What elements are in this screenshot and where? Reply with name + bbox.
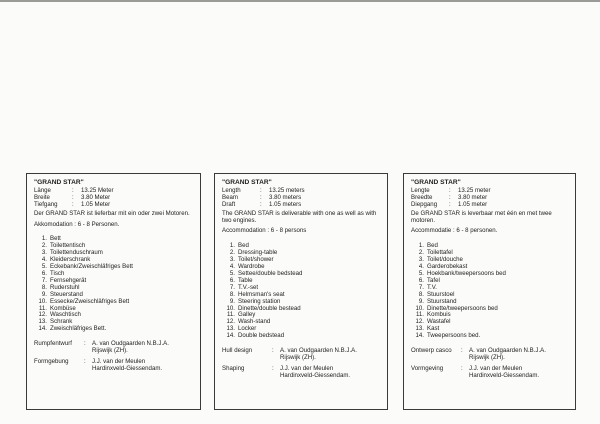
spec-colon: : <box>260 186 262 194</box>
credit-row <box>222 366 381 380</box>
credit-line: Hardinxveld-Giessendam. <box>92 364 163 372</box>
legend-item-text: Kast <box>427 325 440 333</box>
panel-title: "GRAND STAR" <box>411 179 461 186</box>
legend-item-text: Settee/double bedstead <box>238 269 303 277</box>
credit-line: A. van Oudgaarden N.B.J.A. <box>92 340 169 348</box>
legend-item-number: 7. <box>418 283 424 291</box>
legend-item-number: 3. <box>229 256 235 264</box>
legend-item-number: 14. <box>38 325 47 333</box>
spec-value: 3.80 meter <box>458 193 488 201</box>
credit-value <box>469 366 569 380</box>
spec-row <box>34 195 194 202</box>
design-credits <box>34 341 194 373</box>
spec-colon: : <box>449 186 451 194</box>
spec-colon: : <box>72 193 74 201</box>
layout-legend-list <box>222 243 381 340</box>
spec-value: 1.05 meter <box>458 200 488 208</box>
spec-value: 13.25 meters <box>269 186 305 194</box>
legend-item-text: Toilet/douche <box>427 256 463 264</box>
legend-item-number: 4. <box>418 263 424 271</box>
legend-item-number: 9. <box>41 290 47 298</box>
legend-item-text: Toilettentisch <box>50 242 86 250</box>
credit-row <box>411 348 569 362</box>
spec-row <box>222 202 381 209</box>
credit-colon: : <box>272 347 274 355</box>
spec-colon: : <box>449 193 451 201</box>
legend-item-number: 4. <box>41 256 47 264</box>
credit-colon: : <box>461 347 463 355</box>
engine-description: De GRAND STAR is leverbaar met één en met twee motoren. <box>411 209 552 224</box>
credit-colon: : <box>272 364 274 372</box>
legend-item-text: Helmsman's seat <box>238 290 285 298</box>
credit-row <box>222 348 381 362</box>
legend-item-text: Dressing-table <box>238 249 278 257</box>
legend-item-text: Wastafel <box>427 318 451 326</box>
spec-value: 13.25 meter <box>458 186 491 194</box>
legend-item-number: 3. <box>418 256 424 264</box>
legend-item-number: 7. <box>229 283 235 291</box>
spec-label: Lengte <box>411 186 430 194</box>
credit-value <box>469 348 569 362</box>
spec-value: 3.80 Meter <box>81 193 111 201</box>
credit-line: A. van Oudgaarden N.B.J.A. <box>280 347 357 355</box>
layout-legend-list <box>34 236 194 333</box>
panel-dutch <box>403 173 576 410</box>
spec-label: Beam <box>222 193 238 201</box>
credit-value <box>92 359 194 373</box>
credit-label: Hull design <box>222 347 253 355</box>
legend-item-text: Bed <box>427 242 438 250</box>
legend-item-number: 1. <box>41 235 47 243</box>
legend-item <box>222 333 381 340</box>
spec-colon: : <box>72 200 74 208</box>
engine-description: The GRAND STAR is deliverable with one as well as with two engines. <box>222 209 377 224</box>
spec-row <box>34 188 194 195</box>
legend-item-text: Garderobekast <box>427 263 468 271</box>
spec-label: Length <box>222 186 241 194</box>
legend-item-text: Tafel <box>427 276 440 284</box>
credit-row <box>34 341 194 355</box>
legend-item-number: 12. <box>38 311 47 319</box>
spec-label: Länge <box>34 186 51 194</box>
legend-item-text: Bed <box>238 242 249 250</box>
legend-item-text: T.V. <box>427 283 437 291</box>
page-top-edge <box>0 0 600 2</box>
spec-value: 3.80 meters <box>269 193 302 201</box>
credit-line: J.J. van der Meulen <box>469 364 523 372</box>
legend-item-number: 13. <box>415 325 424 333</box>
legend-item-number: 13. <box>226 325 235 333</box>
legend-item-number: 8. <box>41 283 47 291</box>
legend-item <box>34 326 194 333</box>
legend-item-number: 7. <box>41 276 47 284</box>
legend-item-number: 2. <box>418 249 424 257</box>
legend-item-number: 14. <box>415 332 424 340</box>
credit-label: Ontwerp casco <box>411 347 452 355</box>
legend-item-text: Fernsehgerät <box>50 276 87 284</box>
legend-item-text: Dinette/tweepersoons bed <box>427 304 498 312</box>
legend-item-text: Tisch <box>50 269 65 277</box>
spec-label: Tiefgang <box>34 200 58 208</box>
spec-colon: : <box>260 200 262 208</box>
credit-line: J.J. van der Meulen <box>280 364 334 372</box>
legend-item-text: Toilettenduschraum <box>50 249 103 257</box>
credit-label: Rumpfentwurf <box>34 340 72 348</box>
legend-item-text: Table <box>238 276 253 284</box>
legend-item-number: 5. <box>229 269 235 277</box>
credit-line: Rijswijk (ZH). <box>280 353 316 361</box>
legend-item-text: Dinette/double bestead <box>238 304 301 312</box>
legend-item-text: Stuurstand <box>427 297 457 305</box>
spec-colon: : <box>72 186 74 194</box>
legend-item-number: 2. <box>229 249 235 257</box>
legend-item-number: 11. <box>226 311 235 319</box>
legend-item-text: Ruderstuhl <box>50 283 80 291</box>
legend-item-text: Essecke/Zweischläfriges Bett <box>50 297 130 305</box>
credit-line: Rijswijk (ZH). <box>469 353 505 361</box>
legend-item-text: Wash-stand <box>238 318 271 326</box>
legend-item-number: 1. <box>229 242 235 250</box>
credit-label: Formgebung <box>34 357 69 365</box>
legend-item-text: Stuurstoel <box>427 290 455 298</box>
spec-value: 1.05 meters <box>269 200 302 208</box>
spec-row <box>411 202 569 209</box>
accommodation-line: Akkomodation : 6 - 8 Personen. <box>34 220 120 228</box>
legend-item-number: 4. <box>229 263 235 271</box>
legend-item-number: 11. <box>415 311 424 319</box>
design-credits <box>222 348 381 380</box>
legend-item-number: 8. <box>418 290 424 298</box>
legend-item-text: Eckebank/Zweischläfriges Bett <box>50 263 133 271</box>
panel-german <box>26 173 201 410</box>
spec-row <box>34 202 194 209</box>
panel-title: "GRAND STAR" <box>222 179 272 186</box>
legend-item-number: 8. <box>229 290 235 298</box>
credit-colon: : <box>84 340 86 348</box>
spec-row <box>222 195 381 202</box>
legend-item-text: Galley <box>238 311 256 319</box>
credit-colon: : <box>461 364 463 372</box>
design-credits <box>411 348 569 380</box>
legend-item-text: Steering station <box>238 297 281 305</box>
panel-title: "GRAND STAR" <box>34 179 84 186</box>
credit-value <box>280 366 381 380</box>
credit-colon: : <box>84 357 86 365</box>
legend-item-text: Tweepersoons bed. <box>427 332 481 340</box>
legend-item-number: 3. <box>41 249 47 257</box>
accommodation-line: Accommodation : 6 - 8 persons <box>222 227 307 235</box>
engine-description: Der GRAND STAR ist lieferbar mit ein oder zwei Motoren. <box>34 209 190 217</box>
spec-value: 1.05 Meter <box>81 200 111 208</box>
legend-item-number: 12. <box>415 318 424 326</box>
layout-legend-list <box>411 243 569 340</box>
legend-item-text: Kleiderschrank <box>50 256 91 264</box>
legend-item-number: 5. <box>418 269 424 277</box>
legend-item-number: 6. <box>41 269 47 277</box>
legend-item-number: 9. <box>229 297 235 305</box>
panel-english <box>214 173 388 410</box>
spec-row <box>411 188 569 195</box>
legend-item-text: Schrank <box>50 318 73 326</box>
accommodation-line: Accommodatie : 6 - 8 personen. <box>411 227 498 235</box>
spec-list <box>34 188 194 209</box>
legend-item-number: 13. <box>38 318 47 326</box>
legend-item-number: 10. <box>226 304 235 312</box>
legend-item-text: Double bedstead <box>238 332 285 340</box>
credit-line: Hardinxveld-Giessendam. <box>280 371 351 379</box>
legend-item-text: Kombuis <box>427 311 451 319</box>
legend-item-text: Toilet/shower <box>238 256 274 264</box>
spec-label: Breite <box>34 193 50 201</box>
credit-line: Rijswijk (ZH). <box>92 347 128 355</box>
legend-item-number: 1. <box>418 242 424 250</box>
legend-item-number: 6. <box>229 276 235 284</box>
credit-row <box>34 359 194 373</box>
credit-value <box>280 348 381 362</box>
legend-item-text: Kombüse <box>50 304 76 312</box>
legend-item-text: Zweischläfriges Bett. <box>50 325 107 333</box>
spec-label: Diepgang <box>411 200 438 208</box>
spec-label: Breedte <box>411 193 433 201</box>
credit-label: Vormgeving <box>411 364 444 372</box>
spec-colon: : <box>260 193 262 201</box>
spec-row <box>222 188 381 195</box>
credit-label: Shaping <box>222 364 245 372</box>
legend-item-number: 12. <box>226 318 235 326</box>
legend-item-text: Waschtisch <box>50 311 81 319</box>
legend-item-text: Wardrobe <box>238 263 265 271</box>
legend-item-number: 6. <box>418 276 424 284</box>
spec-label: Draft <box>222 200 236 208</box>
legend-item-text: Steuerstand <box>50 290 83 298</box>
legend-item-text: Bett <box>50 235 61 243</box>
legend-item-number: 10. <box>38 297 47 305</box>
legend-item-number: 5. <box>41 263 47 271</box>
credit-line: J.J. van der Meulen <box>92 357 146 365</box>
legend-item-number: 10. <box>415 304 424 312</box>
legend-item-number: 2. <box>41 242 47 250</box>
spec-value: 13.25 Meter <box>81 186 114 194</box>
legend-item-text: Toilettafel <box>427 249 453 257</box>
legend-item <box>411 333 569 340</box>
legend-item-number: 14. <box>226 332 235 340</box>
credit-value <box>92 341 194 355</box>
legend-item-text: T.V.-set <box>238 283 259 291</box>
credit-line: Hardinxveld-Giessendam. <box>469 371 540 379</box>
legend-item-text: Locker <box>238 325 257 333</box>
legend-item-text: Hoekbank/tweepersoons bed <box>427 269 506 277</box>
spec-list <box>222 188 381 209</box>
credit-row <box>411 366 569 380</box>
legend-item-number: 9. <box>418 297 424 305</box>
spec-colon: : <box>449 200 451 208</box>
spec-list <box>411 188 569 209</box>
legend-item-number: 11. <box>38 304 47 312</box>
credit-line: A. van Oudgaarden N.B.J.A. <box>469 347 546 355</box>
